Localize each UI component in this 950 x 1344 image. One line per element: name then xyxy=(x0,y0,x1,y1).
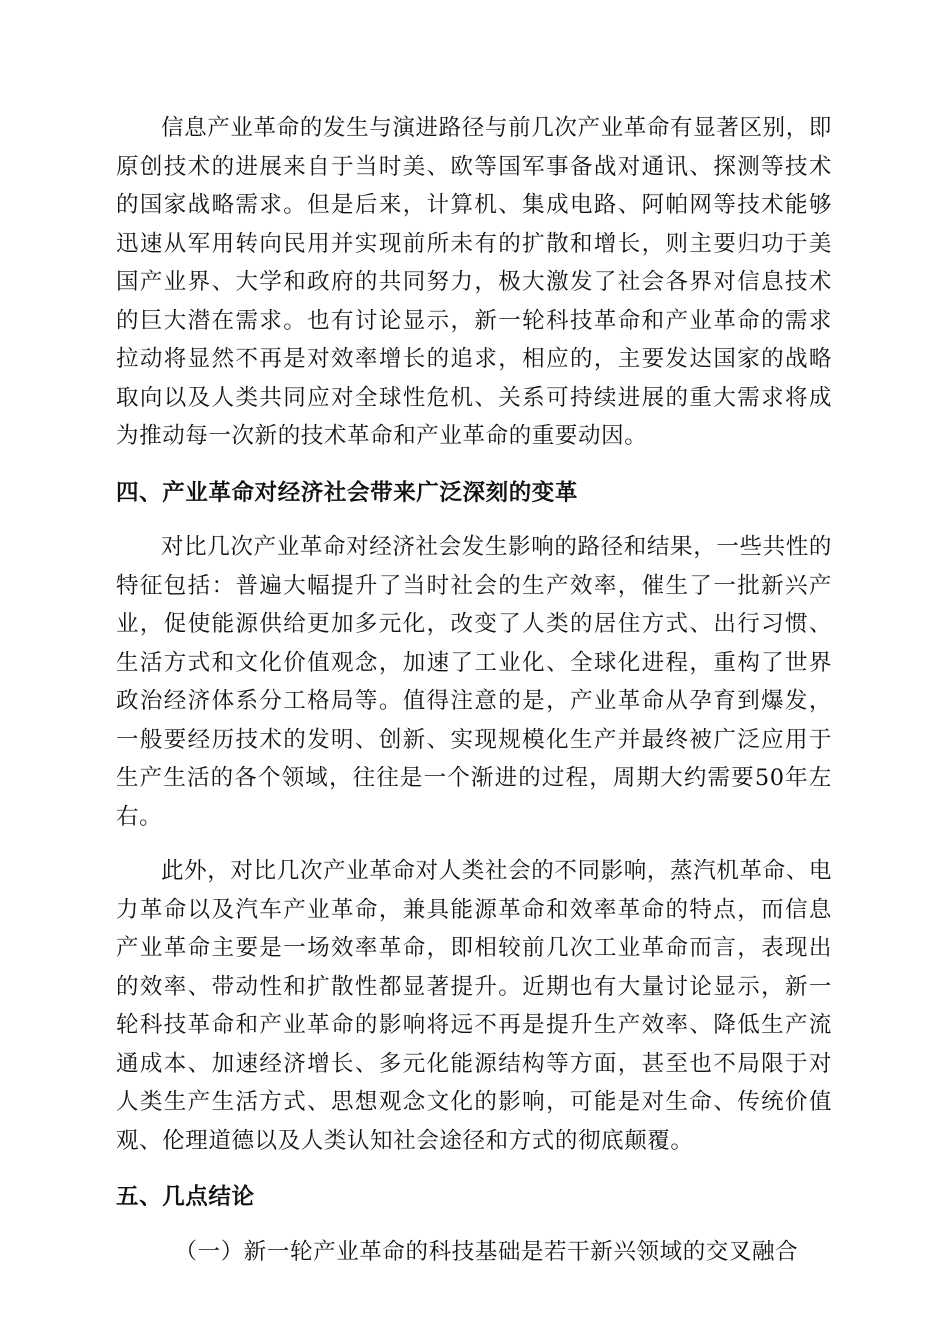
section-heading: 五、几点结论 xyxy=(116,1184,255,1210)
body-paragraph: 此外，对比几次产业革命对人类社会的不同影响，蒸汽机革命、电力革命以及汽车产业革命，兼具能源革命和效率革命的特点，而信息产业革命主要是一场效率革命，即相较前几次工业革命而言，表现出的效率、带动性和扩散性都显著提升。近期也有大量讨论显示，新一轮科技革命和产业革命的影响将远不再是提升生产效率、降低生产流通成本、加速经济增长、多元化能源结构等方面，甚至也不局限于对人类生产生活方式、思想观念文化的影响，可能是对生命、传统价值观、伦理道德以及人类认知社会途径和方式的彻底颠覆。 xyxy=(116,858,832,1154)
section-heading: 四、产业革命对经济社会带来广泛深刻的变革 xyxy=(116,479,579,506)
subsection-heading: （一）新一轮产业革命的科技基础是若干新兴领域的交叉融合 xyxy=(174,1238,799,1265)
body-paragraph: 对比几次产业革命对经济社会发生影响的路径和结果，一些共性的特征包括：普遍大幅提升了当时社会的生产效率，催生了一批新兴产业，促使能源供给更加多元化，改变了人类的居住方式、出行习惯、生活方式和文化价值观念，加速了工业化、全球化进程，重构了世界政治经济体系分工格局等。值得注意的是，产业革命从孕育到爆发，一般要经历技术的发明、创新、实现规模化生产并最终被广泛应用于生产生活的各个领域，往往是一个渐进的过程，周期大约需要50年左右。 xyxy=(116,534,832,830)
document-page xyxy=(116,109,832,1271)
body-paragraph: 信息产业革命的发生与演进路径与前几次产业革命有显著区别，即原创技术的进展来自于当时美、欧等国军事备战对通讯、探测等技术的国家战略需求。但是后来，计算机、集成电路、阿帕网等技术能够迅速从军用转向民用并实现前所未有的扩散和增长，则主要归功于美国产业界、大学和政府的共同努力，极大激发了社会各界对信息技术的巨大潜在需求。也有讨论显示，新一轮科技革命和产业革命的需求拉动将显然不再是对效率增长的追求，相应的，主要发达国家的战略取向以及人类共同应对全球性危机、关系可持续进展的重大需求将成为推动每一次新的技术革命和产业革命的重要动因。 xyxy=(116,115,832,449)
